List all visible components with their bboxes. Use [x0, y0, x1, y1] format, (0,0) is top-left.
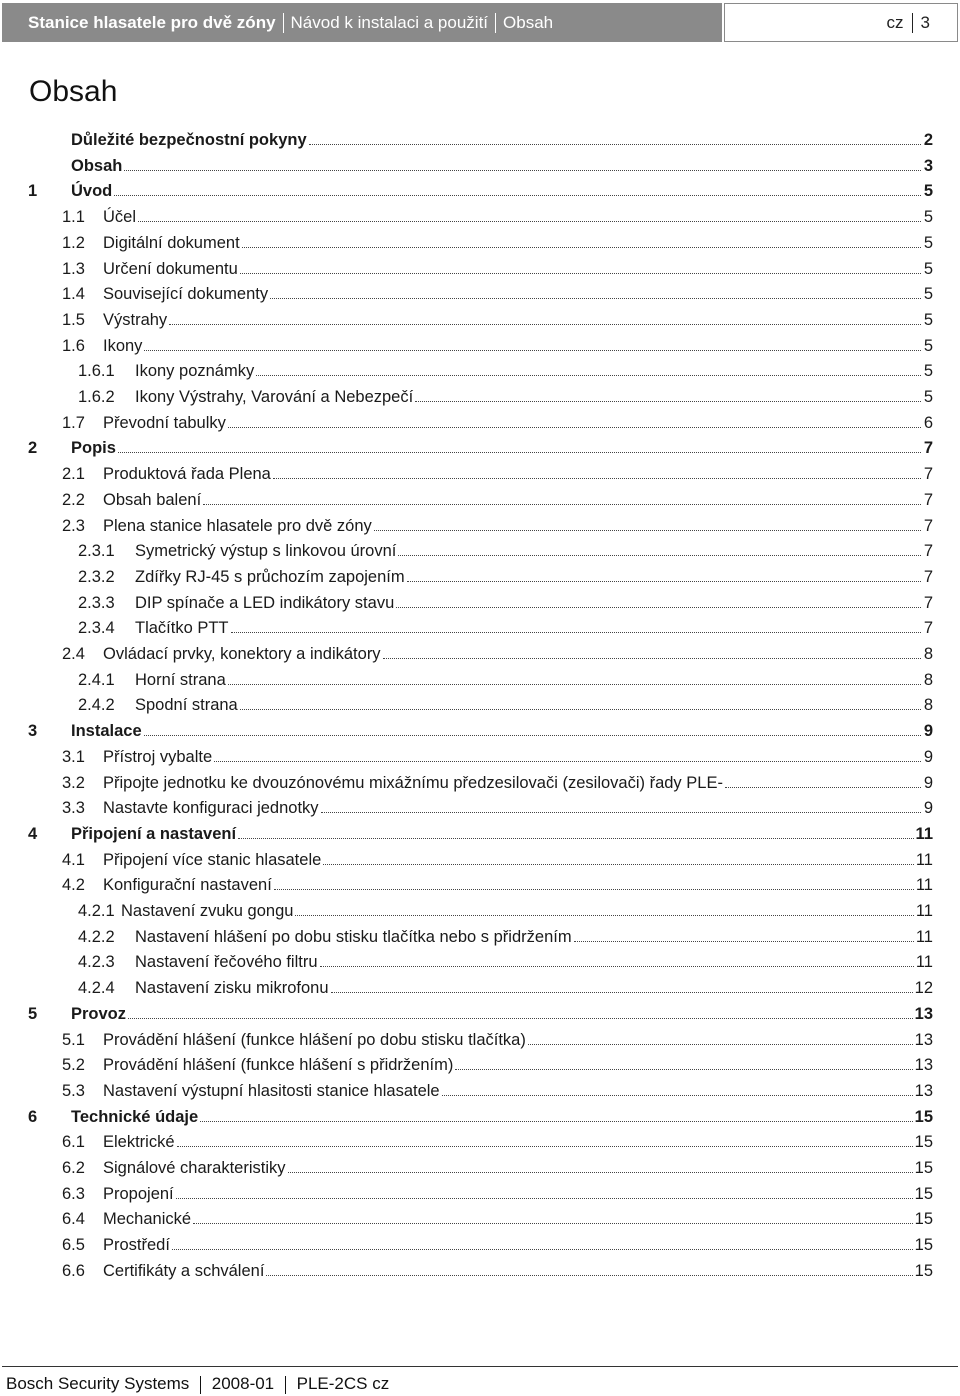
toc-entry-body [103, 1130, 933, 1155]
toc-entry[interactable] [0, 154, 960, 179]
toc-entry[interactable] [0, 693, 960, 718]
toc-page-number: 5 [923, 259, 933, 278]
toc-entry-body [103, 848, 933, 873]
toc-dot-leader [528, 1044, 913, 1045]
toc-section-number: 2.3.2 [78, 567, 115, 586]
toc-entry-body [103, 205, 933, 230]
toc-dot-leader [124, 170, 921, 171]
toc-entry-body [103, 282, 933, 307]
toc-entry[interactable] [0, 385, 960, 410]
toc-entry-title[interactable]: Připojte jednotku ke dvouzónovému mixážnímu předzesilovači (zesilovači) řady PLE- [103, 773, 723, 792]
toc-dot-leader [238, 838, 913, 839]
toc-dot-leader [321, 812, 921, 813]
toc-entry-body [71, 822, 933, 847]
toc-entry[interactable] [0, 1182, 960, 1207]
toc-page-number: 11 [915, 850, 933, 869]
toc-page-number: 7 [923, 490, 933, 509]
toc-entry-title[interactable]: Provádění hlášení (funkce hlášení po dobu stisku tlačítka) [103, 1030, 526, 1049]
toc-entry[interactable] [0, 257, 960, 282]
toc-entry-title[interactable]: Zdířky RJ-45 s průchozím zapojením [135, 567, 405, 586]
toc-entry[interactable] [0, 179, 960, 204]
toc-entry[interactable] [0, 822, 960, 847]
toc-entry-title[interactable]: Horní strana [135, 670, 226, 689]
toc-section-number: 2.2 [62, 490, 85, 509]
toc-page-number: 7 [923, 542, 933, 561]
toc-entry[interactable] [0, 616, 960, 641]
toc-entry-title[interactable]: Tlačítko PTT [135, 619, 229, 638]
toc-entry[interactable] [0, 539, 960, 564]
toc-section-number: 3.3 [62, 799, 85, 818]
toc-dot-leader [144, 350, 921, 351]
toc-section-number: 2.4.1 [78, 670, 115, 689]
toc-dot-leader [203, 504, 921, 505]
toc-section-number: 4.2.4 [78, 979, 115, 998]
toc-entry[interactable] [0, 1130, 960, 1155]
toc-chapter-number: 5 [28, 1004, 38, 1023]
toc-entry-body [71, 179, 933, 204]
toc-section-number: 2.4 [62, 645, 85, 663]
toc-dot-leader [270, 298, 921, 299]
toc-page-number: 15 [914, 1159, 933, 1177]
toc-entry[interactable] [0, 462, 960, 487]
toc-entry-body [135, 591, 933, 616]
toc-entry-title[interactable]: Převodní tabulky [103, 413, 226, 432]
toc-dot-leader [242, 247, 921, 248]
toc-entry-title[interactable]: Připojení a nastavení [71, 824, 237, 843]
toc-chapter-number: 4 [28, 824, 38, 843]
toc-dot-leader [383, 658, 921, 659]
toc-section-number: 1.3 [62, 259, 85, 278]
footer-separator [200, 1376, 201, 1394]
toc-dot-leader [214, 761, 921, 762]
toc-page-number: 7 [923, 593, 933, 612]
toc-page-number: 11 [915, 902, 933, 920]
header-page-number: 3 [920, 12, 930, 32]
toc-entry-body [103, 514, 933, 539]
toc-section-number: 6.3 [62, 1184, 85, 1203]
footer-divider [2, 1366, 958, 1367]
toc-page-number: 9 [923, 747, 933, 766]
toc-entry-title[interactable]: Mechanické [103, 1210, 192, 1229]
toc-section-number: 6.4 [62, 1210, 85, 1229]
toc-page-number: 7 [923, 619, 933, 638]
toc-section-number: 2.3.4 [78, 619, 115, 638]
toc-entry[interactable] [0, 1207, 960, 1232]
toc-dot-leader [398, 555, 921, 556]
toc-page-number: 5 [923, 336, 933, 355]
footer-company: Bosch Security Systems [6, 1374, 190, 1393]
toc-entry-title[interactable]: Prostředí [103, 1236, 170, 1255]
toc-entry-body [103, 1079, 933, 1104]
toc-entry-body [135, 693, 933, 718]
toc-entry[interactable] [0, 334, 960, 359]
toc-dot-leader [228, 684, 921, 685]
toc-section-number: 1.6.2 [78, 388, 115, 406]
toc-section-number: 5.1 [62, 1030, 85, 1049]
toc-entry-title[interactable]: Připojení více stanic hlasatele [103, 850, 322, 869]
toc-entry-body [103, 1182, 933, 1207]
toc-page-number: 12 [914, 979, 933, 998]
toc-entry-body [103, 334, 933, 359]
toc-entry[interactable] [0, 231, 960, 256]
header-title: Stanice hlasatele pro dvě zóny [28, 12, 276, 32]
toc-dot-leader [415, 401, 921, 402]
toc-page-number: 11 [915, 953, 933, 972]
toc-entry[interactable] [0, 976, 960, 1001]
toc-dot-leader [177, 1146, 913, 1147]
toc-dot-leader [193, 1223, 913, 1224]
toc-entry[interactable] [0, 925, 960, 950]
toc-dot-leader [176, 1198, 913, 1199]
toc-entry[interactable] [0, 745, 960, 770]
toc-section-number: 1.1 [62, 208, 85, 227]
toc-entry[interactable] [0, 411, 960, 436]
toc-entry-title[interactable]: Nastavení výstupní hlasitosti stanice hlasatele [103, 1081, 440, 1100]
toc-dot-leader [274, 889, 914, 890]
toc-entry-title[interactable]: Provádění hlášení (funkce hlášení s přidržením) [103, 1056, 454, 1075]
toc-dot-leader [320, 966, 914, 967]
toc-entry-body [135, 616, 933, 641]
toc-entry-body [103, 231, 933, 256]
toc-entry-body [103, 796, 933, 821]
toc-dot-leader [200, 1121, 912, 1122]
toc-page-number: 13 [914, 1030, 933, 1049]
toc-entry-body [103, 488, 933, 513]
toc-dot-leader [118, 452, 921, 453]
toc-entry-body [103, 1259, 933, 1284]
toc-page-number: 9 [923, 773, 933, 792]
toc-entry-body [135, 565, 933, 590]
toc-entry[interactable] [0, 796, 960, 821]
toc-entry[interactable] [0, 591, 960, 616]
toc-entry[interactable] [0, 1105, 960, 1130]
toc-section-number: 4.2 [62, 876, 85, 895]
toc-dot-leader [396, 607, 921, 608]
toc-section-number: 5.2 [62, 1056, 85, 1075]
toc-entry-body [103, 462, 933, 487]
toc-entry-body [103, 257, 933, 282]
toc-section-number: 6.1 [62, 1133, 85, 1152]
toc-section-number: 1.5 [62, 310, 85, 329]
toc-dot-leader [114, 195, 921, 196]
toc-entry-body [71, 128, 933, 153]
toc-entry[interactable] [0, 436, 960, 461]
toc-page-number: 2 [923, 131, 933, 149]
toc-page-number: 9 [923, 799, 933, 818]
toc-entry-title[interactable]: Související dokumenty [103, 285, 269, 304]
toc-dot-leader [407, 581, 921, 582]
toc-section-number: 2.1 [62, 465, 85, 484]
toc-section-number: 6.2 [62, 1159, 85, 1177]
toc-entry-title[interactable]: Nastavte konfiguraci jednotky [103, 799, 319, 818]
toc-entry-body [103, 308, 933, 333]
toc-entry[interactable] [0, 359, 960, 384]
toc-page-number: 11 [915, 824, 933, 843]
toc-entry-title[interactable]: Ikony Výstrahy, Varování a Nebezpečí [135, 388, 414, 406]
toc-dot-leader [128, 1018, 913, 1019]
toc-entry[interactable] [0, 308, 960, 333]
toc-entry-title[interactable]: Ikony poznámky [135, 362, 255, 381]
header-language: cz [886, 12, 904, 32]
toc-entry-title[interactable]: Plena stanice hlasatele pro dvě zóny [103, 516, 372, 535]
toc-entry-title[interactable]: Nastavení zvuku gongu [121, 902, 294, 920]
toc-entry[interactable] [0, 950, 960, 975]
toc-entry-title[interactable]: Přístroj vybalte [103, 747, 213, 766]
toc-dot-leader [172, 1249, 913, 1250]
toc-entry-body [103, 745, 933, 770]
toc-entry-body [103, 411, 933, 436]
toc-entry-body [71, 154, 933, 179]
toc-dot-leader [266, 1275, 912, 1276]
toc-entry[interactable] [0, 1156, 960, 1181]
toc-entry[interactable] [0, 1053, 960, 1078]
toc-entry-body [103, 1028, 933, 1053]
toc-page-number: 7 [923, 439, 933, 458]
footer-product: PLE-2CS cz [296, 1374, 390, 1393]
toc-section-number: 1.7 [62, 413, 85, 432]
toc-entry-title[interactable]: Instalace [71, 722, 142, 741]
toc-dot-leader [228, 427, 921, 428]
toc-dot-leader [309, 144, 921, 145]
toc-entry-title[interactable]: Určení dokumentu [103, 259, 238, 278]
toc-entry-title[interactable]: Konfigurační nastavení [103, 876, 272, 895]
toc-dot-leader [273, 478, 921, 479]
toc-section-number: 1.4 [62, 285, 85, 304]
toc-dot-leader [725, 787, 921, 788]
toc-page-number: 13 [914, 1056, 933, 1075]
toc-page-number: 7 [923, 567, 933, 586]
toc-page-number: 5 [923, 362, 933, 381]
toc-page-number: 5 [923, 285, 933, 304]
toc-entry[interactable] [0, 719, 960, 744]
toc-entry-body [135, 925, 933, 950]
toc-entry-body [103, 1207, 933, 1232]
toc-entry-body [71, 436, 933, 461]
footer [6, 1374, 389, 1394]
toc-entry-title[interactable]: Ikony [103, 336, 143, 355]
toc-section-number: 6.6 [62, 1261, 85, 1280]
toc-dot-leader [144, 735, 921, 736]
toc-chapter-number: 2 [28, 439, 38, 458]
toc-entry-title[interactable]: Nastavení zisku mikrofonu [135, 979, 329, 998]
toc-page-number: 7 [923, 516, 933, 535]
toc-entry-title[interactable]: Provoz [71, 1004, 127, 1023]
toc-entry-title[interactable]: Spodní strana [135, 696, 238, 715]
toc-page-number: 8 [923, 670, 933, 689]
page-title: Obsah [29, 75, 118, 108]
toc-entry-title[interactable]: Produktová řada Plena [103, 465, 271, 484]
toc-entry-title[interactable]: Obsah balení [103, 490, 202, 509]
toc-entry[interactable] [0, 668, 960, 693]
toc-entry-body [71, 719, 933, 744]
toc-entry[interactable] [0, 1028, 960, 1053]
toc-entry-title[interactable]: Signálové charakteristiky [103, 1159, 286, 1177]
toc-entry-body [135, 950, 933, 975]
toc-page-number: 8 [923, 696, 933, 715]
toc-entry-body [71, 1002, 933, 1027]
toc-page-number: 15 [914, 1210, 933, 1229]
toc-entry-title[interactable]: Obsah [71, 156, 123, 175]
toc-entry[interactable] [0, 565, 960, 590]
toc-entry-body [121, 899, 933, 924]
toc-section-number: 4.2.3 [78, 953, 115, 972]
toc-entry-title[interactable]: Výstrahy [103, 310, 168, 329]
header-bar [2, 3, 722, 42]
toc-page-number: 15 [914, 1236, 933, 1255]
toc-entry-title[interactable]: Nastavení řečového filtru [135, 953, 318, 972]
toc-section-number: 2.3 [62, 516, 85, 535]
toc-page-number: 5 [923, 310, 933, 329]
toc-dot-leader [442, 1095, 913, 1096]
toc-section-number: 1.6.1 [78, 362, 115, 381]
toc-page-number: 11 [915, 876, 933, 895]
toc-entry-title[interactable]: Digitální dokument [103, 233, 240, 252]
toc-section-number: 3.2 [62, 773, 85, 792]
toc-section-number: 4.1 [62, 850, 85, 869]
toc-entry-title[interactable]: Propojení [103, 1184, 174, 1203]
toc-page-number: 5 [923, 208, 933, 227]
toc-section-number: 3.1 [62, 747, 85, 766]
toc-entry-body [135, 668, 933, 693]
toc-dot-leader [331, 992, 913, 993]
toc-entry-body [135, 385, 933, 410]
toc-dot-leader [231, 632, 921, 633]
header-separator [912, 13, 913, 33]
toc-dot-leader [455, 1069, 912, 1070]
toc-dot-leader [288, 1172, 913, 1173]
toc-section-number: 2.3.1 [78, 542, 115, 561]
toc-dot-leader [240, 709, 921, 710]
toc-entry[interactable] [0, 1233, 960, 1258]
toc-page-number: 11 [915, 927, 933, 946]
toc-entry-body [103, 771, 933, 796]
toc-dot-leader [295, 915, 913, 916]
toc-section-number: 4.2.1 [78, 902, 115, 920]
toc-page-number: 15 [914, 1184, 933, 1203]
footer-separator [285, 1376, 286, 1394]
toc-entry-title[interactable]: Popis [71, 439, 116, 458]
toc-entry-body [103, 873, 933, 898]
toc-entry[interactable] [0, 128, 960, 153]
toc-entry[interactable] [0, 1079, 960, 1104]
toc-entry[interactable] [0, 873, 960, 898]
toc-dot-leader [138, 221, 921, 222]
toc-entry[interactable] [0, 642, 960, 667]
toc-entry[interactable] [0, 514, 960, 539]
toc-entry-body [135, 359, 933, 384]
toc-chapter-number: 1 [28, 182, 38, 201]
toc-entry-title[interactable]: Ovládací prvky, konektory a indikátory [103, 645, 381, 663]
toc-dot-leader [169, 324, 921, 325]
toc-page-number: 13 [914, 1081, 933, 1100]
toc-section-number: 1.6 [62, 336, 85, 355]
toc-section-number: 2.3.3 [78, 593, 115, 612]
toc-dot-leader [256, 375, 921, 376]
toc-entry[interactable] [0, 771, 960, 796]
footer-date: 2008-01 [211, 1374, 275, 1393]
toc-section-number: 1.2 [62, 233, 85, 252]
toc-entry[interactable] [0, 848, 960, 873]
toc-page-number: 7 [923, 465, 933, 484]
toc-entry-title[interactable]: Elektrické [103, 1133, 175, 1152]
toc-entry-title[interactable]: Nastavení hlášení po dobu stisku tlačítka nebo s přidržením [135, 927, 572, 946]
toc-chapter-number: 6 [28, 1107, 38, 1126]
header-separator [495, 13, 496, 33]
toc-section-number: 5.3 [62, 1081, 85, 1100]
toc-page-number: 3 [923, 156, 933, 175]
toc-entry-body [103, 1233, 933, 1258]
toc-entry-title[interactable]: Důležité bezpečnostní pokyny [71, 131, 307, 149]
toc-section-number: 6.5 [62, 1236, 85, 1255]
toc-entry-title[interactable]: DIP spínače a LED indikátory stavu [135, 593, 395, 612]
toc-entry[interactable] [0, 205, 960, 230]
toc-page-number: 15 [914, 1133, 933, 1152]
toc-entry-body [103, 1053, 933, 1078]
toc-entry-body [103, 1156, 933, 1181]
toc-entry[interactable] [0, 1002, 960, 1027]
toc-page-number: 15 [914, 1261, 933, 1280]
toc-entry-body [135, 539, 933, 564]
toc-entry-body [71, 1105, 933, 1130]
toc-page-number: 5 [923, 233, 933, 252]
toc-page-number: 13 [914, 1004, 933, 1023]
toc-entry[interactable] [0, 1259, 960, 1284]
toc-entry-title[interactable]: Symetrický výstup s linkovou úrovní [135, 542, 397, 561]
toc-chapter-number: 3 [28, 722, 38, 741]
toc-section-number: 2.4.2 [78, 696, 115, 715]
toc-entry[interactable] [0, 282, 960, 307]
toc-entry-title[interactable]: Účel [103, 208, 137, 227]
toc-page-number: 5 [923, 388, 933, 406]
toc-page-number: 6 [923, 413, 933, 432]
toc-dot-leader [323, 864, 914, 865]
toc-entry-title[interactable]: Certifikáty a schválení [103, 1261, 265, 1280]
toc-entry-body [135, 976, 933, 1001]
toc-dot-leader [374, 530, 921, 531]
toc-page-number: 5 [923, 182, 933, 201]
toc-entry[interactable] [0, 488, 960, 513]
header-page-info [724, 3, 958, 42]
toc-page-number: 8 [923, 645, 933, 663]
toc-dot-leader [574, 941, 914, 942]
header-subtitle: Návod k instalaci a použití [290, 12, 489, 32]
toc-page-number: 9 [923, 722, 933, 741]
toc-entry-title[interactable]: Technické údaje [71, 1107, 199, 1126]
toc-dot-leader [240, 273, 921, 274]
toc-entry-title[interactable]: Úvod [71, 182, 113, 201]
toc-entry-body [103, 642, 933, 667]
header-separator [283, 13, 284, 33]
toc-entry[interactable] [0, 899, 960, 924]
toc-section-number: 4.2.2 [78, 927, 115, 946]
header-section: Obsah [503, 12, 554, 32]
toc-page-number: 15 [914, 1107, 933, 1126]
